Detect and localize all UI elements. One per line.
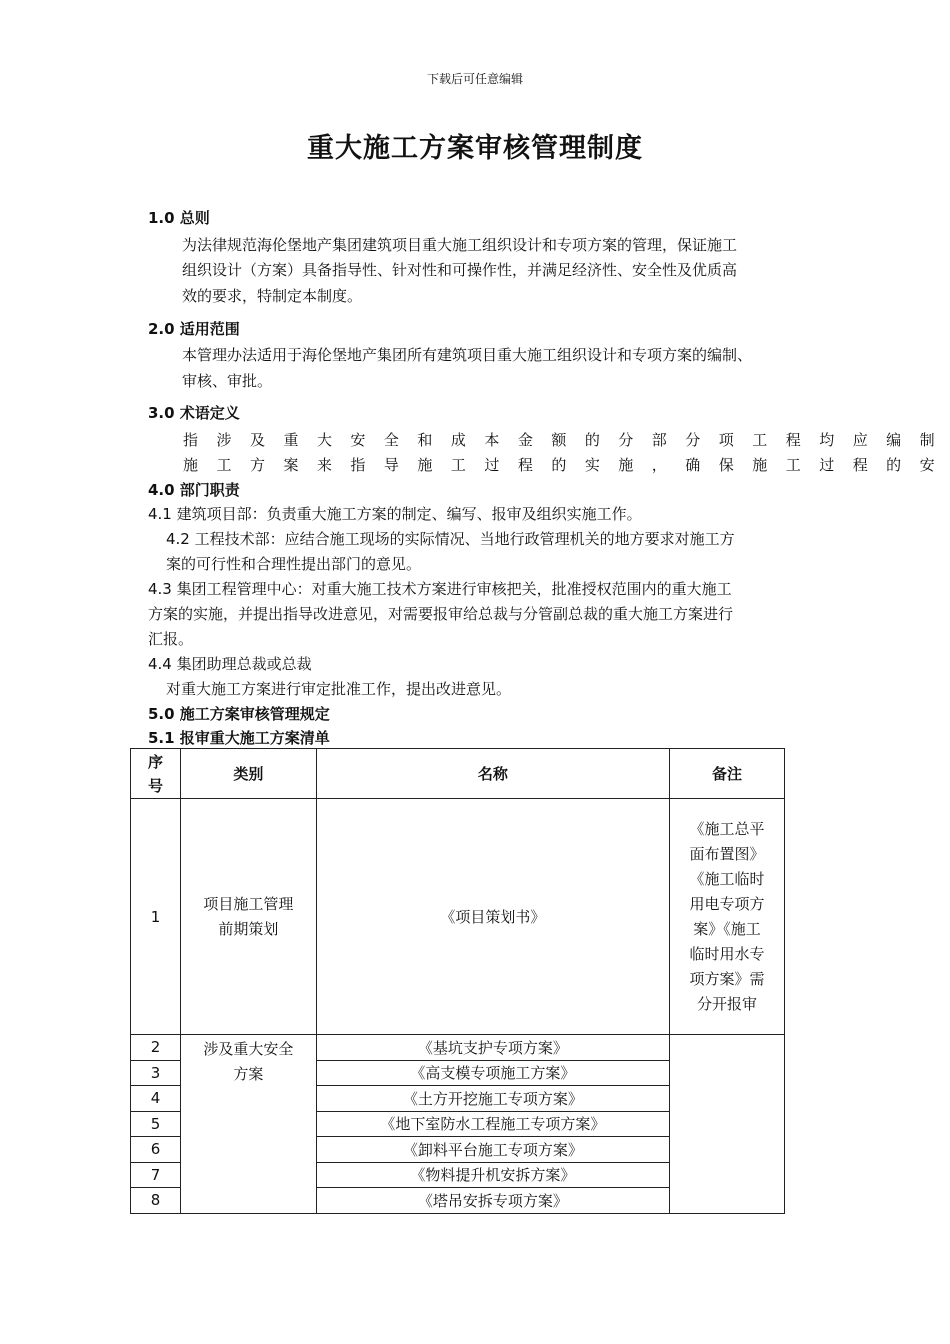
justified-char: 分: [618, 431, 634, 449]
justified-char: 案: [283, 456, 299, 474]
remark-line: 面布置图》: [689, 844, 765, 863]
justified-char: 程: [785, 431, 801, 449]
cell-remark-group: [670, 1035, 785, 1214]
cell-name: 《土方开挖施工专项方案》: [316, 1086, 669, 1112]
section-4-2-line: 案的可行性和合理性提出部门的意见。: [166, 555, 422, 573]
justified-char: 分: [685, 431, 701, 449]
section-4-4-line: 对重大施工方案进行审定批准工作，提出改进意见。: [166, 680, 512, 698]
cell-name: 《物料提升机安拆方案》: [316, 1162, 669, 1188]
justified-char: 指: [350, 456, 366, 474]
cell-no: 5: [131, 1111, 181, 1137]
justified-char: 指: [183, 431, 199, 449]
table-row: [131, 1035, 785, 1061]
section-4-2-line: 4.2 工程技术部：应结合施工现场的实际情况、当地行政管理机关的地方要求对施工方: [166, 530, 735, 548]
remark-line: 《施工临时: [689, 869, 765, 888]
justified-char: 施: [183, 456, 199, 474]
justified-char: 工: [216, 456, 232, 474]
justified-char: 成: [450, 431, 466, 449]
justified-char: 应: [852, 431, 868, 449]
cell-no: 4: [131, 1086, 181, 1112]
cell-name: 《地下室防水工程施工专项方案》: [316, 1111, 669, 1137]
justified-char: 工: [450, 456, 466, 474]
justified-char: 导: [383, 456, 399, 474]
justified-char: 部: [651, 431, 667, 449]
justified-char: 重: [283, 431, 299, 449]
section-1-line: 效的要求，特制定本制度。: [182, 287, 363, 305]
cell-no: 6: [131, 1137, 181, 1163]
table-header-row: [131, 749, 785, 799]
header-no-part: 号: [147, 776, 163, 795]
remark-line: 分开报审: [697, 994, 758, 1013]
justified-char: 金: [517, 431, 533, 449]
remark-line: 案》《施工: [693, 919, 761, 938]
justified-char: 施: [618, 456, 634, 474]
justified-char: 程: [852, 456, 868, 474]
justified-char: 的: [584, 431, 600, 449]
section-5-heading: 5.0 施工方案审核管理规定: [148, 705, 330, 723]
justified-char: 及: [249, 431, 265, 449]
justified-char: 来: [316, 456, 332, 474]
cell-name: 《项目策划书》: [316, 799, 669, 1035]
justified-char: 大: [316, 431, 332, 449]
remark-line: 项方案》需: [689, 969, 765, 988]
cell-category: [180, 799, 316, 1035]
cell-name: 《卸料平台施工专项方案》: [316, 1137, 669, 1163]
justified-char: 的: [886, 456, 902, 474]
section-2-heading: 2.0 适用范围: [148, 320, 240, 338]
section-1-heading: 1.0 总则: [148, 209, 210, 227]
section-2-line: 本管理办法适用于海伦堡地产集团所有建筑项目重大施工组织设计和专项方案的编制、: [182, 346, 753, 364]
section-4-3-line: 方案的实施，并提出指导改进意见，对需要报审给总裁与分管副总裁的重大施工方案进行: [148, 605, 734, 623]
header-name: 名称: [316, 749, 669, 799]
category-line: 前期策划: [218, 919, 279, 938]
remark-line: 临时用水专: [689, 944, 765, 963]
cell-no: 3: [131, 1060, 181, 1086]
cell-no: 8: [131, 1188, 181, 1214]
justified-char: 本: [484, 431, 500, 449]
justified-char: 全: [383, 431, 399, 449]
justified-char: 项: [718, 431, 734, 449]
justified-char: ，: [651, 456, 667, 474]
section-1-line: 组织设计（方案）具备指导性、针对性和可操作性，并满足经济性、安全性及优质高: [182, 261, 738, 279]
justified-char: 过: [819, 456, 835, 474]
justified-char: 确: [685, 456, 701, 474]
justified-char: 工: [752, 431, 768, 449]
cell-no: 2: [131, 1035, 181, 1061]
justified-char: 保: [718, 456, 734, 474]
justified-char: 额: [551, 431, 567, 449]
justified-char: 安: [350, 431, 366, 449]
justified-char: 和: [417, 431, 433, 449]
cell-name: 《塔吊安拆专项方案》: [316, 1188, 669, 1214]
cell-remark: [670, 799, 785, 1035]
justified-char: 安: [919, 456, 935, 474]
justified-char: 施: [752, 456, 768, 474]
section-2-line: 审核、审批。: [182, 372, 273, 390]
header-category: 类别: [180, 749, 316, 799]
plan-list-table: [130, 748, 785, 1214]
section-3-line-1: [183, 429, 935, 450]
cell-name: 《基坑支护专项方案》: [316, 1035, 669, 1061]
header-remark: 备注: [670, 749, 785, 799]
cell-category-group: [180, 1035, 316, 1214]
justified-char: 程: [517, 456, 533, 474]
section-3-line-2: [183, 454, 935, 475]
table-row: [131, 799, 785, 1035]
justified-char: 编: [886, 431, 902, 449]
justified-char: 均: [819, 431, 835, 449]
section-4-3-line: 汇报。: [148, 630, 194, 648]
justified-char: 涉: [216, 431, 232, 449]
cell-name: 《高支模专项施工方案》: [316, 1060, 669, 1086]
section-1-line: 为法律规范海伦堡地产集团建筑项目重大施工组织设计和专项方案的管理，保证施工: [182, 236, 738, 254]
cell-no: 7: [131, 1162, 181, 1188]
justified-char: 工: [785, 456, 801, 474]
cell-no: 1: [131, 799, 181, 1035]
section-4-3-line: 4.3 集团工程管理中心：对重大施工技术方案进行审核把关，批准授权范围内的重大施工: [148, 580, 732, 598]
header-no-part: 序: [147, 752, 163, 771]
section-4-heading: 4.0 部门职责: [148, 481, 240, 499]
document-title: 重大施工方案审核管理制度: [307, 133, 643, 164]
justified-char: 过: [484, 456, 500, 474]
section-3-heading: 3.0 术语定义: [148, 404, 240, 422]
header-note: 下载后可任意编辑: [426, 72, 523, 86]
header-no: [131, 749, 181, 799]
category-line: 涉及重大安全: [203, 1040, 294, 1058]
remark-line: 《施工总平: [689, 819, 765, 838]
remark-line: 用电专项方: [689, 894, 765, 913]
justified-char: 方: [249, 456, 265, 474]
justified-char: 施: [417, 456, 433, 474]
category-line: 方案: [233, 1065, 264, 1083]
section-5-1-heading: 5.1 报审重大施工方案清单: [148, 729, 330, 747]
justified-char: 制: [919, 431, 935, 449]
section-4-1: 4.1 建筑项目部：负责重大施工方案的制定、编写、报审及组织实施工作。: [148, 505, 642, 523]
justified-char: 实: [584, 456, 600, 474]
category-line: 项目施工管理: [203, 894, 294, 913]
justified-char: 的: [551, 456, 567, 474]
section-4-4-line: 4.4 集团助理总裁或总裁: [148, 655, 312, 673]
